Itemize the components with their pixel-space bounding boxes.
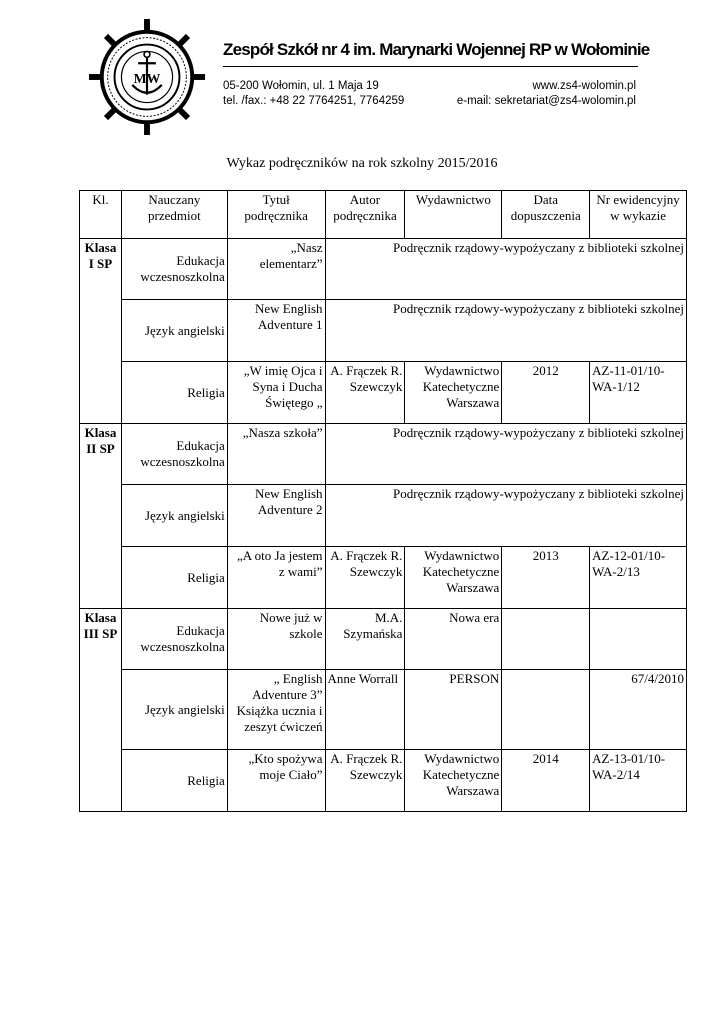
date-cell: 2014 <box>502 750 590 812</box>
subject-cell: Religia <box>121 362 227 424</box>
author-cell: A. Frączek R. Szewczyk <box>325 362 405 424</box>
table-row <box>80 300 687 362</box>
date-cell: 2013 <box>502 547 590 609</box>
school-address: 05-200 Wołomin, ul. 1 Maja 19 <box>223 80 379 92</box>
table-row <box>80 424 687 485</box>
school-email: e-mail: sekretariat@zs4-wolomin.pl <box>456 95 636 107</box>
author-cell: A. Frączek R. Szewczyk <box>325 547 405 609</box>
note-cell: Podręcznik rządowy-wypożyczany z biblioteki szkolnej <box>325 485 686 547</box>
header-nr: Nr ewidencyjny w wykazie <box>590 191 687 239</box>
book-cell: New English Adventure 1 <box>227 300 325 362</box>
date-cell <box>502 609 590 670</box>
subject-cell: Język angielski <box>121 670 227 750</box>
book-cell: „Kto spożywa moje Ciało” <box>227 750 325 812</box>
class-cell: Klasa II SP <box>80 424 122 609</box>
note-cell: Podręcznik rządowy-wypożyczany z biblioteki szkolnej <box>325 424 686 485</box>
school-phone: tel. /fax.: +48 22 7764251, 7764259 <box>223 95 405 107</box>
header-divider <box>223 66 638 67</box>
author-cell: A. Frączek R. Szewczyk <box>325 750 405 812</box>
class-cell: Klasa I SP <box>80 239 122 424</box>
book-cell: New English Adventure 2 <box>227 485 325 547</box>
textbook-table <box>79 190 687 812</box>
table-row <box>80 485 687 547</box>
subject-cell: Religia <box>121 750 227 812</box>
header-date: Data dopuszczenia <box>502 191 590 239</box>
nr-cell: AZ-12-01/10-WA-2/13 <box>590 547 687 609</box>
book-cell: „W imię Ojca i Syna i Ducha Świętego „ <box>227 362 325 424</box>
table-row <box>80 362 687 424</box>
publisher-cell: PERSON <box>405 670 502 750</box>
publisher-cell: Nowa era <box>405 609 502 670</box>
date-cell: 2012 <box>502 362 590 424</box>
book-cell: „Nasza szkoła” <box>227 424 325 485</box>
school-website: www.zs4-wolomin.pl <box>532 80 636 92</box>
header-subject: Nauczany przedmiot <box>121 191 227 239</box>
nr-cell <box>590 609 687 670</box>
header-author: Autor podręcznika <box>325 191 405 239</box>
svg-text:MW: MW <box>133 70 161 86</box>
school-name: Zespół Szkół nr 4 im. Marynarki Wojennej RP w Wołominie <box>223 40 650 59</box>
header-publisher: Wydawnictwo <box>405 191 502 239</box>
subject-cell: Edukacja wczesnoszkolna <box>121 239 227 300</box>
table-row <box>80 547 687 609</box>
nr-cell: 67/4/2010 <box>590 670 687 750</box>
table-row <box>80 609 687 670</box>
nr-cell: AZ-11-01/10-WA-1/12 <box>590 362 687 424</box>
subject-cell: Religia <box>121 547 227 609</box>
header-kl: Kl. <box>80 191 122 239</box>
note-cell: Podręcznik rządowy-wypożyczany z biblioteki szkolnej <box>325 239 686 300</box>
subject-cell: Język angielski <box>121 485 227 547</box>
note-cell: Podręcznik rządowy-wypożyczany z biblioteki szkolnej <box>325 300 686 362</box>
table-row <box>80 750 687 812</box>
nr-cell: AZ-13-01/10-WA-2/14 <box>590 750 687 812</box>
book-cell: Nowe już w szkole <box>227 609 325 670</box>
table-header-row <box>80 191 687 239</box>
book-cell: „A oto Ja jestem z wami” <box>227 547 325 609</box>
author-cell: M.A. Szymańska <box>325 609 405 670</box>
document-title: Wykaz podręczników na rok szkolny 2015/2016 <box>226 156 498 171</box>
header-book: Tytuł podręcznika <box>227 191 325 239</box>
book-cell: „Nasz elementarz” <box>227 239 325 300</box>
publisher-cell: Wydawnictwo Katechetyczne Warszawa <box>405 750 502 812</box>
table-row <box>80 670 687 750</box>
author-cell: Anne Worrall <box>325 670 405 750</box>
school-logo <box>88 18 206 136</box>
table-row <box>80 239 687 300</box>
publisher-cell: Wydawnictwo Katechetyczne Warszawa <box>405 362 502 424</box>
subject-cell: Język angielski <box>121 300 227 362</box>
subject-cell: Edukacja wczesnoszkolna <box>121 424 227 485</box>
subject-cell: Edukacja wczesnoszkolna <box>121 609 227 670</box>
book-cell: „ English Adventure 3” Książka ucznia i zeszyt ćwiczeń <box>227 670 325 750</box>
publisher-cell: Wydawnictwo Katechetyczne Warszawa <box>405 547 502 609</box>
class-cell: Klasa III SP <box>80 609 122 812</box>
date-cell <box>502 670 590 750</box>
